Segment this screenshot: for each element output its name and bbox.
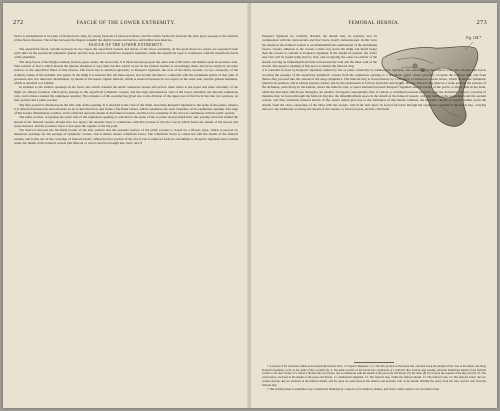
right-page-body	[262, 34, 486, 111]
paragraph: The superficial fascia contains between its two layers the superficial vessels and nerves of the lower extremity. At the groin these two layers are separated from each other by the superficial lymphatic glands, and the deep layer is attached to Poupart's ligament, while the superficial layer is continuous with the superficial fascia of the abdomen.	[14, 46, 238, 60]
paragraph: In addition to the smaller openings in the fascia lata which transmit the small cutaneous vessels and nerves, there exists at the upper and inner extremity of the thigh, an oblique foramen, which gives passage to the superficial lymphatic vessels, and the large subcutaneous vein of the lower extremity, the internal saphenous vein, and is thence named the saphenous opening. The existence of this opening has given rise to the division of the upper part of the fascia lata into two portions, an iliac portion and a pubic portion.	[14, 85, 238, 103]
right-page	[251, 3, 497, 408]
left-page-number: 272	[13, 19, 24, 26]
paragraph: The iliac portion is situated upon the iliac side of the opening. It is attached to the crest of the ilium, and along Poupart's ligament to the spine of the pubes, whence it is reflected downwards and outwards, in an arched direction, and forms a falciform border, which constitutes the outer boundary of the saphenous opening. The edge of this border immediately overlies, and is reflected upon the sheath of the femoral vessels, and the lower extremity of the curve is continuous with the pubic portion.	[14, 102, 238, 116]
left-page	[3, 3, 249, 408]
footnote-rule	[354, 362, 394, 363]
left-page-body	[14, 34, 238, 145]
footnote: † This arching tissue is sometimes very considerably thickened by a deposit of fat within its meshes, and forms a thick cushion over the femoral ring.	[267, 387, 440, 392]
section-title: FASCIÆ OF THE LOWER EXTREMITY.	[88, 42, 164, 47]
footnotes	[262, 362, 486, 393]
paragraph: The pubic portion, occupying the pubic side of the saphenous opening, is attached to the spine of the os pubis and pectineal line; and, passing outwards behind the sheath of the femoral vessels, divides into two layers; the anterior layer is continuous with that portion of the iliac fascia which forms the sheath of the iliacus and psoas muscles, and the posterior layer is lost upon the capsule of the hip joint.	[14, 115, 238, 128]
left-page-header	[13, 19, 239, 29]
right-page-number: 273	[476, 19, 487, 26]
paragraph: Poupart's ligament be carefully divided, the sheath may be isolated, and its continuation with the transversalis and iliac fascia clearly demonstrated. In this view the sheath of the femoral vessels is an infundibuliform continuation of the abdominal fasciæ, closely adherent to the vessels a little way down the thigh, but much larger than the vessels it contains at Poupart's ligament. If the sheath be opened, the artery and vein will be found lying side by side, and occupying the outer two-thirds of the sheath, leaving an infundibuliform interval between the vein and the inner wall of the sheath. The superior opening of this space is named the femoral ring;	[262, 34, 377, 68]
right-running-title: FEMORAL HERNIA.	[348, 20, 400, 26]
right-page-header	[261, 19, 487, 29]
footnote: * A section of the structures which pass beneath the femoral arch. 1. Poupart's ligament. 2, 2. The iliac portion of the fascia lata, attached along the margin of the crest of the ilium, and along Poupart's ligament, as far as the spine of the os pubis (3). 4. The pubic portion of the fascia lata, continuous at 5 with the iliac portion, and passing outwards behind the sheath of the femoral vessels to its outer border at 5, where it divides into two layers; one is continuous with the sheath of the psoas (6) and iliacus (7); the other (8) is lost upon the capsule of the hip joint (9). 10. The crural nerve, enclosed in the sheath of the psoas and iliacus. 11. Gimbernat's ligament. 12. The femoral ring, within the femoral sheath. 13. The femoral vein. 14. The femoral artery; the two vessels and the ring are enclosed in the femoral sheath, and the septa are seen between the anterior and posterior wall of the sheath, dividing the artery from the vein, and the vein from the femoral ring.	[262, 363, 486, 387]
left-running-title: FASCIÆ OF THE LOWER EXTREMITY.	[76, 20, 176, 26]
text-beside-figure	[262, 34, 377, 68]
paragraph: The deep fascia of the thigh is named, from its great extent, the fascia lata; it is thick and strong upon the outer side of the limb, and thinner upon its posterior side. That portion of fascia which invests the gluteus maximus is very thin, but that which covers in the gluteus medius is exceedingly thick, and gives origin by its inner surface, to the superficial fibres of that muscle. The fascia lata is attached superiorly to Poupart's ligament, the crest of the ilium, sacrum, coccyx, tuberosity of the ischium, ramus of the ischium, and pubes; in the thigh it is inserted into the linea aspera, and around the knee is connected with the prominent points of that joint. It possesses also two muscular attachments, by means of the tensor vaginæ femoris, which is inserted between its two layers on the outer side, and the gluteus maximus, which is attached to it behind.	[14, 59, 238, 86]
paragraph: it is bounded in front by Poupart's ligament, behind by the os pubis, internally by Gimbernat's ligament, and externally by the femoral vein. The internal thin fascia covering the passage of the superficial lymphatic vessels from the saphenous opening to a lymphatic gland, which generally occupies the femoral ring; and from thence they proceed into the current of the deep lymphatics. The femoral ring is closed merely by a thin layer of subserous areolar tissue, which retains the lymphatic gland in its position, and is named septum crurale; and by the peritoneum. It follows from this description, that the femoral ring must be a weak point in the parietes of the abdomen, particularly in the female, where the femoral arch, or space included between Poupart's ligament and the border of the pelvis, is larger than in the male, while the structures which pass through it are smaller. It happens consequently, that, if violent or continued pressure be made upon the abdominal viscera, a portion of intestine may be forced through the femoral ring into the infundibuliform space in the sheath of the femoral vessels, carrying before it the peritoneum and the septum crurale, and thus constitute femoral hernia. If the causes which give rise to the formation of this hernia continue, the intestine, unable to extend further down the sheath, from the close connection of the latter with the vessels, will in the next place be forced forwards through the saphenous opening in the fascia lata, carrying before it one additional covering, the sheath of the vessels, or fascia propria, and the cribriform	[262, 68, 486, 111]
paragraph: The interval between the falciform border of the iliac portion and the opposite surface of the pubic portion is closed by a fibrous layer, which is pierced by numerous openings for the passage of lymphatic vessels, and is thence named cribriform fascia. The cribriform fascia is connected with the sheath of the femoral vessels, and forms one of the coverings of femoral hernia. When the iliac portion of the fascia lata is removed from its attachment to Poupart's ligament and is turned aside, the sheath of the femoral vessels (the femoral or crural canal) is brought into view; and if	[14, 128, 238, 146]
figure-label: Fig. 144.*	[466, 36, 481, 40]
paragraph: fascia is strengthened at its point of division into slips, by strong fasciculi of transverse fibres, and the arches formed in between the slips gives passage to the tendons of the flexor muscles. The arches between the fingers transmit the digital vessels and nerves, and lumbricales muscles.	[14, 34, 238, 43]
book-spread	[3, 3, 497, 408]
